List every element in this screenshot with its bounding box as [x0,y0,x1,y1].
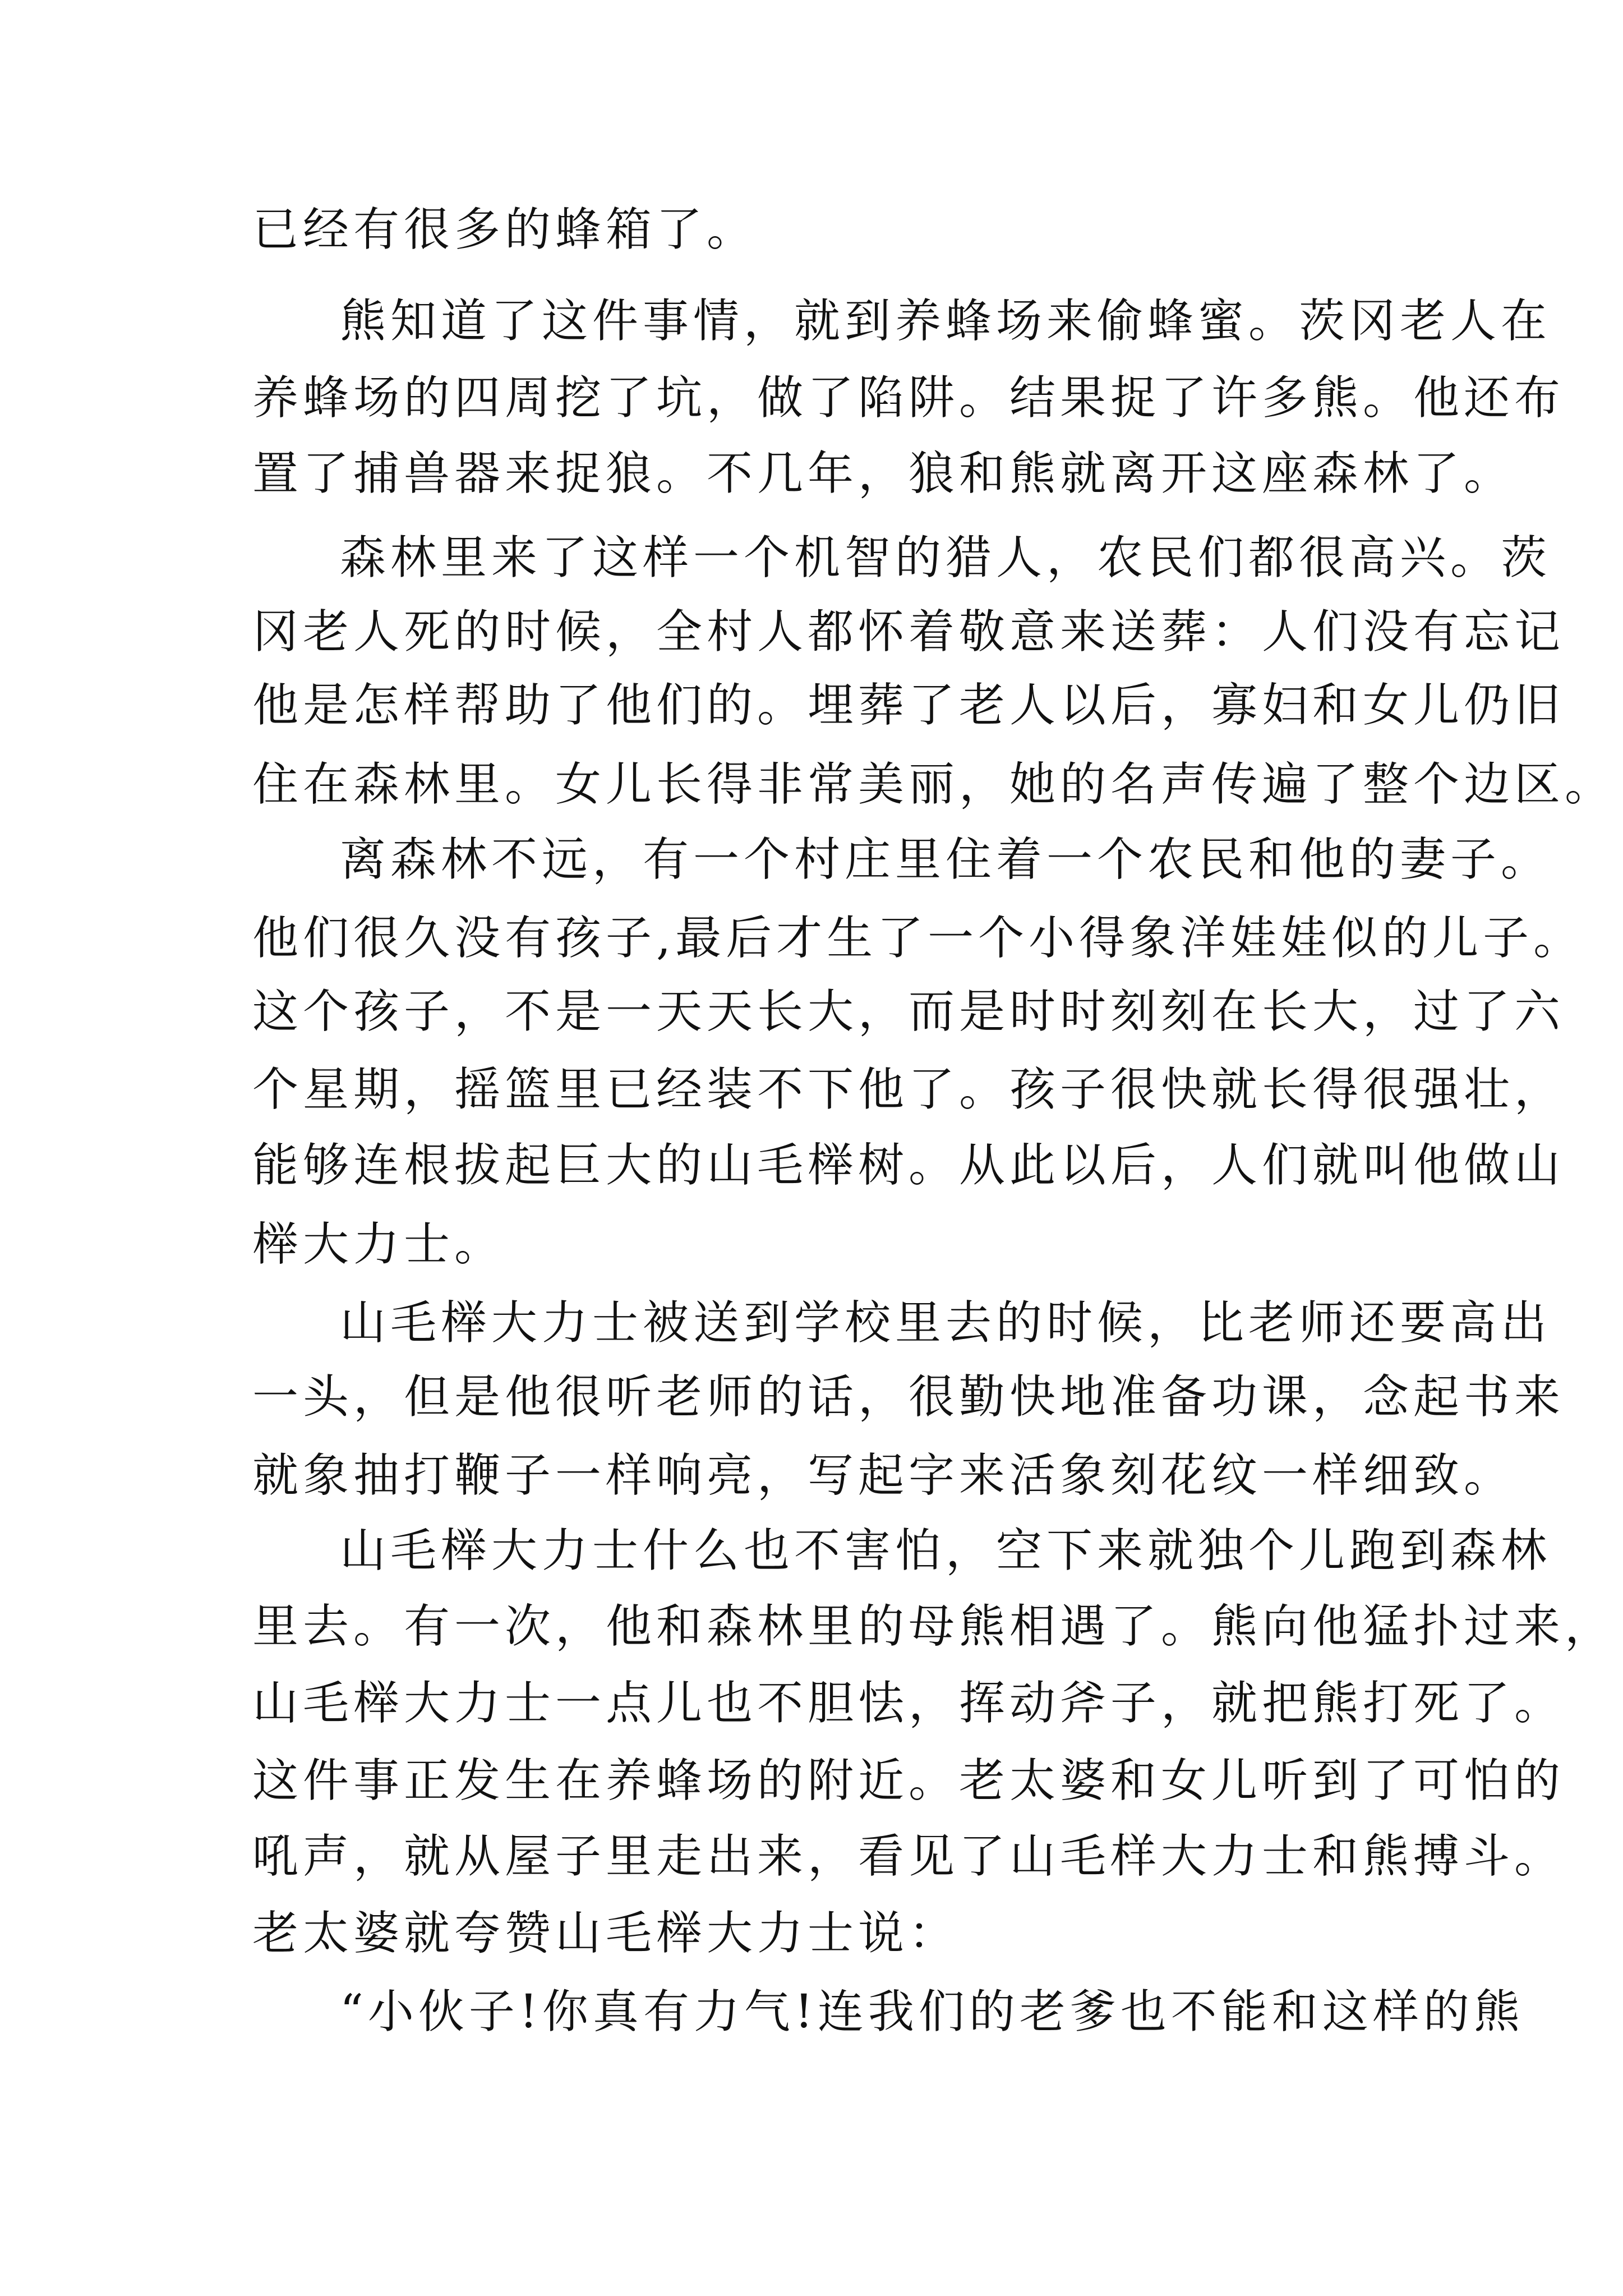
text-line: 他们很久没有孩子,最后才生了一个小得象洋娃娃似的儿子。 [252,912,1584,965]
text-line: 山毛榉大力士被送到学校里去的时候，比老师还要高出 [340,1296,1552,1350]
text-line: 置了捕兽器来捉狼。不几年，狼和熊就离开这座森林了。 [252,447,1515,500]
text-line: 住在森林里。女儿长得非常美丽，她的名声传遍了整个边区。 [252,758,1616,811]
text-line: 这个孩子，不是一天天长大，而是时时刻刻在长大，过了六 [252,985,1565,1038]
text-line: 熊知道了这件事情，就到养蜂场来偷蜂蜜。茨冈老人在 [340,295,1552,348]
text-line: 能够连根拔起巨大的山毛榉树。从此以后，人们就叫他做山 [252,1139,1565,1192]
text-line: 养蜂场的四周挖了坑，做了陷阱。结果捉了许多熊。他还布 [252,371,1565,425]
text-line: “小伙子!你真有力气!连我们的老爹也不能和这样的熊 [340,1985,1524,2039]
text-line: 已经有很多的蜂箱了。 [252,203,758,256]
text-line: 里去。有一次，他和森林里的母熊相遇了。熊向他猛扑过来， [252,1600,1616,1653]
text-line: 一头，但是他很听老师的话，很勤快地准备功课，念起书来 [252,1370,1565,1424]
text-line: 离森林不远，有一个村庄里住着一个农民和他的妻子。 [340,833,1552,886]
text-line: 个星期，摇篮里已经装不下他了。孩子很快就长得很强壮， [252,1063,1565,1116]
text-line: 就象抽打鞭子一样响亮，写起字来活象刻花纹一样细致。 [252,1449,1515,1502]
text-line: 老太婆就夸赞山毛榉大力士说： [252,1907,960,1960]
text-line: 吼声，就从屋子里走出来，看见了山毛样大力士和熊搏斗。 [252,1830,1565,1883]
text-line: 冈老人死的时候，全村人都怀着敬意来送葬：人们没有忘记 [252,605,1565,659]
text-line: 森林里来了这样一个机智的猎人，农民们都很高兴。茨 [340,531,1552,585]
text-line: 山毛榉大力士什么也不害怕，空下来就独个儿跑到森林 [340,1524,1552,1577]
text-line: 山毛榉大力士一点儿也不胆怯，挥动斧子，就把熊打死了。 [252,1677,1565,1730]
text-line: 这件事正发生在养蜂场的附近。老太婆和女儿听到了可怕的 [252,1754,1565,1807]
text-line: 他是怎样帮助了他们的。埋葬了老人以后，寡妇和女儿仍旧 [252,679,1565,732]
text-line: 榉大力士。 [252,1218,505,1271]
